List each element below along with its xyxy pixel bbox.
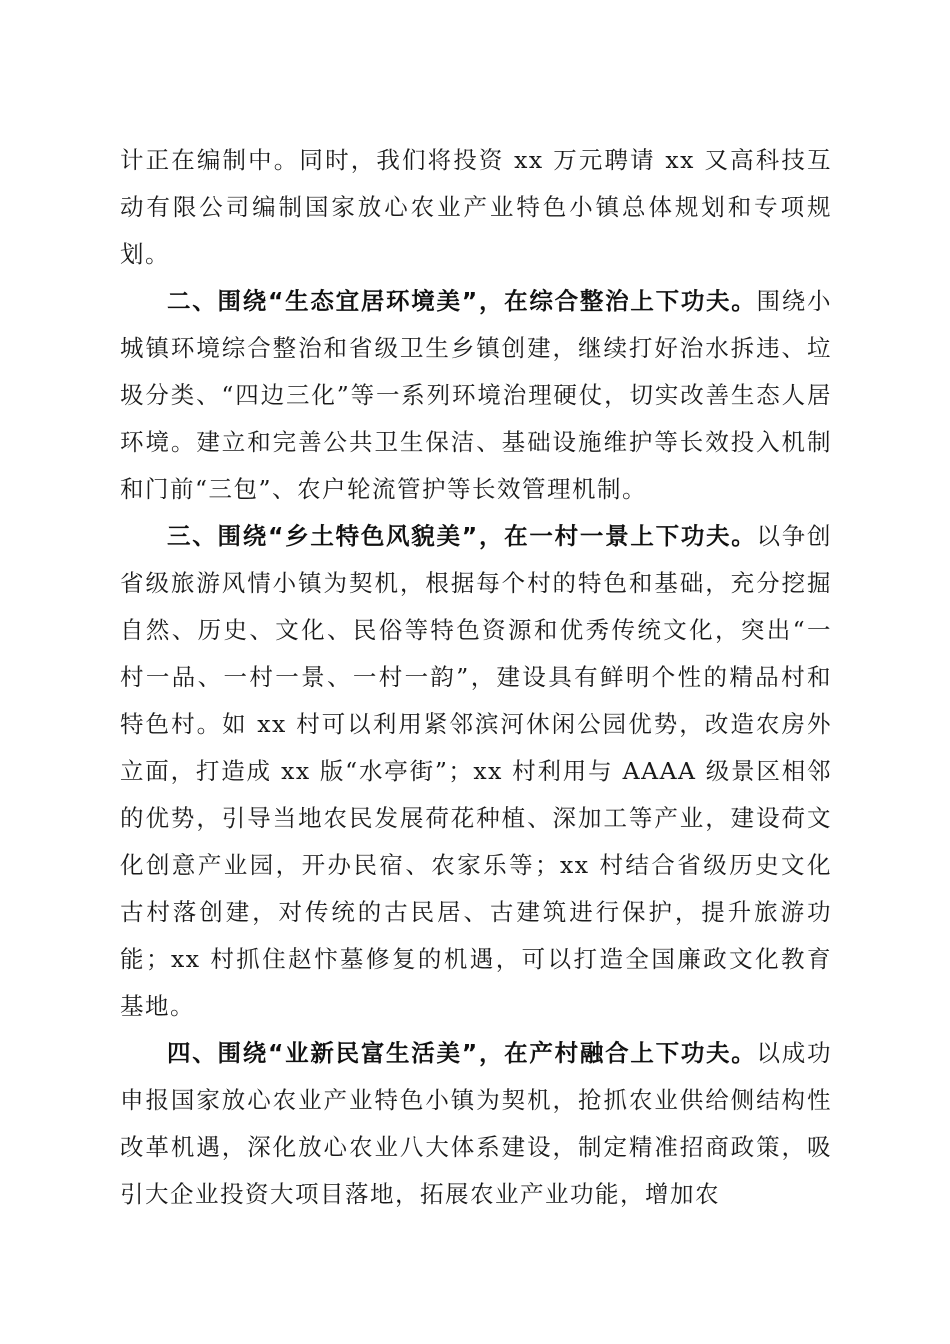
paragraph-text: 以争创省级旅游风情小镇为契机，根据每个村的特色和基础，充分挖掘自然、历史、文化、民俗等特色资源和优秀传统文化，突出“一村一品、一村一景、一村一韵”，建设具有鲜明个性的精品村和特色村。如 xx 村可以利用紧邻滨河休闲公园优势，改造农房外立面，打造成 xx 版“水亭街”；xx 村利用与 AAAA 级景区相邻的优势，引导当地农民发展荷花种植、深加工等产业，建设荷文化创意产业园，开办民宿、农家乐等；xx 村结合省级历史文化古村落创建，对传统的古民居、古建筑进行保护，提升旅游功能；xx 村抓住赵忭墓修复的机遇，可以打造全国廉政文化教育基地。 bbox=[120, 522, 833, 1020]
paragraph-text: 计正在编制中。同时，我们将投资 xx 万元聘请 xx 又高科技互动有限公司编制国家放心农业产业特色小镇总体规划和专项规划。 bbox=[120, 146, 832, 268]
section-heading-rural-style: 三、围绕“乡土特色风貌美”，在一村一景上下功夫。 bbox=[167, 522, 757, 550]
section-heading-industry: 四、围绕“业新民富生活美”，在产村融合上下功夫。 bbox=[167, 1039, 757, 1067]
paragraph-rural-style bbox=[120, 513, 832, 1030]
section-heading-ecology: 二、围绕“生态宜居环境美”，在综合整治上下功夫。 bbox=[167, 287, 757, 315]
paragraph-text: 以成功申报国家放心农业产业特色小镇为契机，抢抓农业供给侧结构性改革机遇，深化放心农业八大体系建设，制定精准招商政策，吸引大企业投资大项目落地，拓展农业产业功能，增加农 bbox=[120, 1039, 833, 1208]
document-body bbox=[120, 137, 832, 1218]
paragraph-continuation bbox=[120, 137, 832, 278]
paragraph-text: 围绕小城镇环境综合整治和省级卫生乡镇创建，继续打好治水拆违、垃圾分类、“四边三化”等一系列环境治理硬仗，切实改善生态人居环境。建立和完善公共卫生保洁、基础设施维护等长效投入机制和门前“三包”、农户轮流管护等长效管理机制。 bbox=[120, 287, 833, 503]
paragraph-ecology bbox=[120, 278, 832, 513]
paragraph-industry bbox=[120, 1030, 832, 1218]
